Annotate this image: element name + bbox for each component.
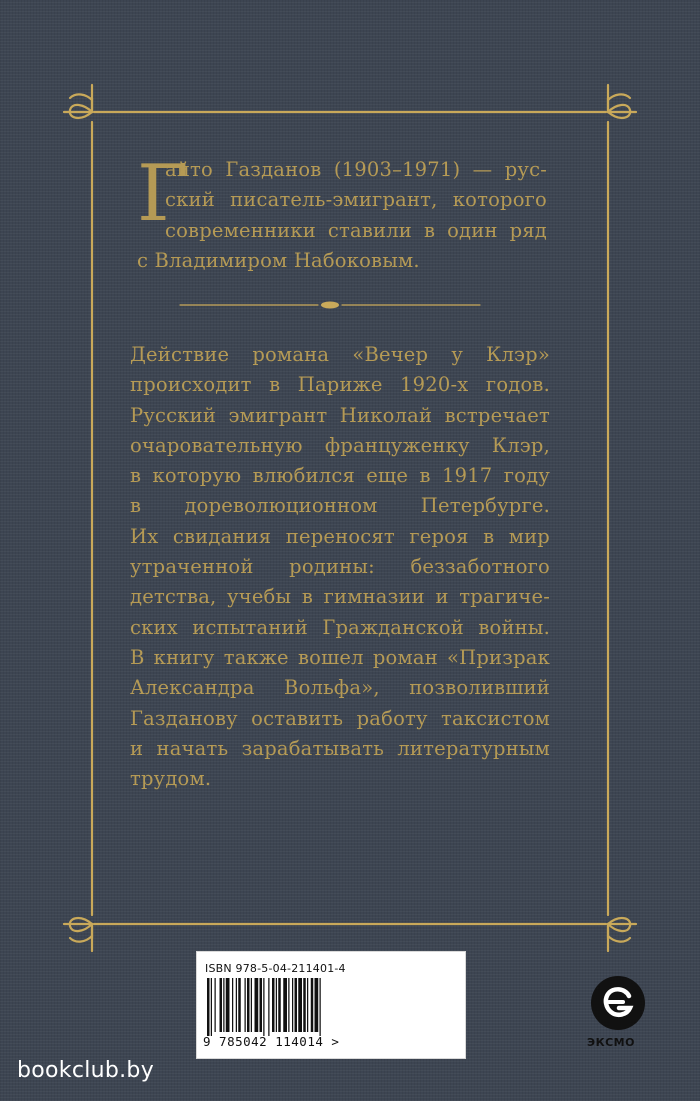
watermark: bookclub.by	[17, 1058, 155, 1083]
desc-line: происходит в Париже 1920-х годов.	[130, 373, 550, 397]
desc-line: Александра Вольфа», позволивший	[130, 676, 550, 700]
desc-line: детства, учебы в гимназии и трагиче-	[130, 585, 550, 609]
desc-line: Действие романа «Вечер у Клэр»	[130, 343, 550, 366]
divider	[180, 302, 480, 309]
publisher-name: ЭКСМО	[587, 1036, 635, 1049]
desc-line: Газданову оставить работу таксистом	[130, 706, 550, 730]
barcode-digits: 9 785042 114014 >	[203, 1034, 340, 1049]
desc-line: в дореволюционном Петербурге.	[130, 494, 550, 518]
intro-line: айто Газданов (1903–1971) — рус-	[165, 158, 547, 181]
desc-line: трудом.	[130, 767, 212, 791]
desc-line: и начать зарабатывать литературным	[130, 736, 550, 760]
book-description	[130, 340, 550, 794]
isbn-label: ISBN 978-5-04-211401-4	[205, 962, 346, 975]
barcode-bars	[207, 978, 367, 1036]
barcode-panel	[196, 951, 635, 1059]
intro-line: современники ставили в один ряд	[165, 218, 547, 242]
intro-line: с Владимиром Набоковым.	[137, 248, 420, 272]
desc-line: в которую влюбился еще в 1917 году	[130, 464, 550, 488]
desc-line: очаровательную француженку Клэр,	[130, 433, 550, 457]
desc-line: утраченной родины: беззаботного	[130, 555, 550, 579]
eksmo-logo-icon	[589, 974, 647, 1032]
desc-line: Русский эмигрант Николай встречает	[130, 403, 550, 427]
drop-cap: Г	[137, 149, 189, 239]
desc-line: В книгу также вошел роман «Призрак	[130, 645, 550, 669]
desc-line: ских испытаний Гражданской войны.	[130, 615, 550, 639]
intro-line: ский писатель-эмигрант, которого	[165, 188, 547, 212]
author-intro	[137, 149, 547, 276]
desc-line: Их свидания переносят героя в мир	[130, 524, 550, 548]
